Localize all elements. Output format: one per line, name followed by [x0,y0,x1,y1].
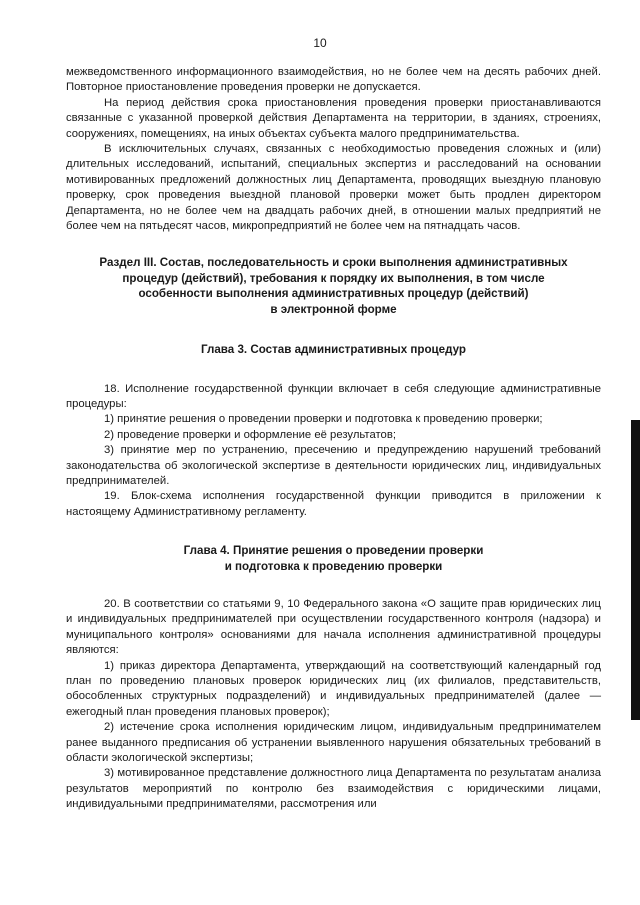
list-item: 3) мотивированное представление должностного лица Департамента по результатам анализа результатов мероприятий по контролю без взаимодействия с юридическими лицами, индивидуальными предпринимателями, рассмотрения или [66,767,601,811]
paragraph: 18. Исполнение государственной функции включает в себя следующие административные процедуры: [66,382,601,410]
list-item: 2) истечение срока исполнения юридическим лицом, индивидуальным предпринимателем ранее выданного предписания об устранении выявленного нарушения обязательных требований в области экологической экспертизы; [66,721,601,765]
list-item: 3) принятие мер по устранению, пресечению и предупреждению нарушений требований законодательства об экологической экспертизе в деятельности юридических лиц, индивидуальных предпринимателей. [66,444,601,487]
scan-edge-shadow [631,420,640,720]
list-item: 2) проведение проверки и оформление её результатов; [104,428,396,441]
chapter-4-heading [66,543,601,574]
document-body [66,65,601,813]
chapter-heading-line: Глава 4. Принятие решения о проведении проверки [183,544,484,558]
chapter-heading-line: и подготовка к проведению проверки [224,559,443,573]
paragraph: На период действия срока приостановления проведения проверки приостанавливаются связанные с указанной проверкой действия Департамента на территории, в зданиях, строениях, сооружениях, помещениях, на иных объектах субъекта малого предпринимательства. [66,96,601,140]
chapter-3-heading: Глава 3. Состав административных процедур [201,343,466,357]
paragraph: 19. Блок-схема исполнения государственной функции приводится в приложении к настоящему Административному регламенту. [66,490,601,518]
list-item: 1) приказ директора Департамента, утверждающий на соответствующий календарный год план по проведению плановых проверок юридических лиц (их филиалов, представительств, обособленных структурных подразделений) и индивидуальных предпринимателей (далее — ежегодный план проведения плановых проверок); [66,659,601,718]
section-heading-line: особенности выполнения административных процедур (действий) [138,287,529,301]
section-heading-line: Раздел III. Состав, последовательность и сроки выполнения административных [99,256,568,270]
list-item: 1) принятие решения о проведении проверки и подготовка к проведению проверки; [104,413,543,426]
paragraph: В исключительных случаях, связанных с необходимостью проведения сложных и (или) длительных исследований, испытаний, специальных экспертиз и расследований на основании мотивированных предложений должностных лиц Департамента, проводящих выездную плановую проверку, срок проведения выездной плановой проверки может быть продлен директором Департамента, но не более чем на двадцать рабочих дней, в отношении малых предприятий не более чем на пятьдесят часов, микропредприятий не более чем на пятнадцать часов. [66,143,601,233]
section-heading-line: в электронной форме [270,302,397,316]
section-heading [66,255,601,317]
section-heading-line: процедур (действий), требования к порядку их выполнения, в том числе [122,271,545,285]
paragraph: межведомственного информационного взаимодействия, но не более чем на десять рабочих дней. Повторное приостановление проведения проверки не допускается. [66,66,601,94]
paragraph: 20. В соответствии со статьями 9, 10 Федерального закона «О защите прав юридических лиц и индивидуальных предпринимателей при осуществлении государственного контроля (надзора) и муниципального контроля» основаниями для начала исполнения административной процедуры являются: [66,597,601,657]
page-number: 10 [313,36,327,50]
